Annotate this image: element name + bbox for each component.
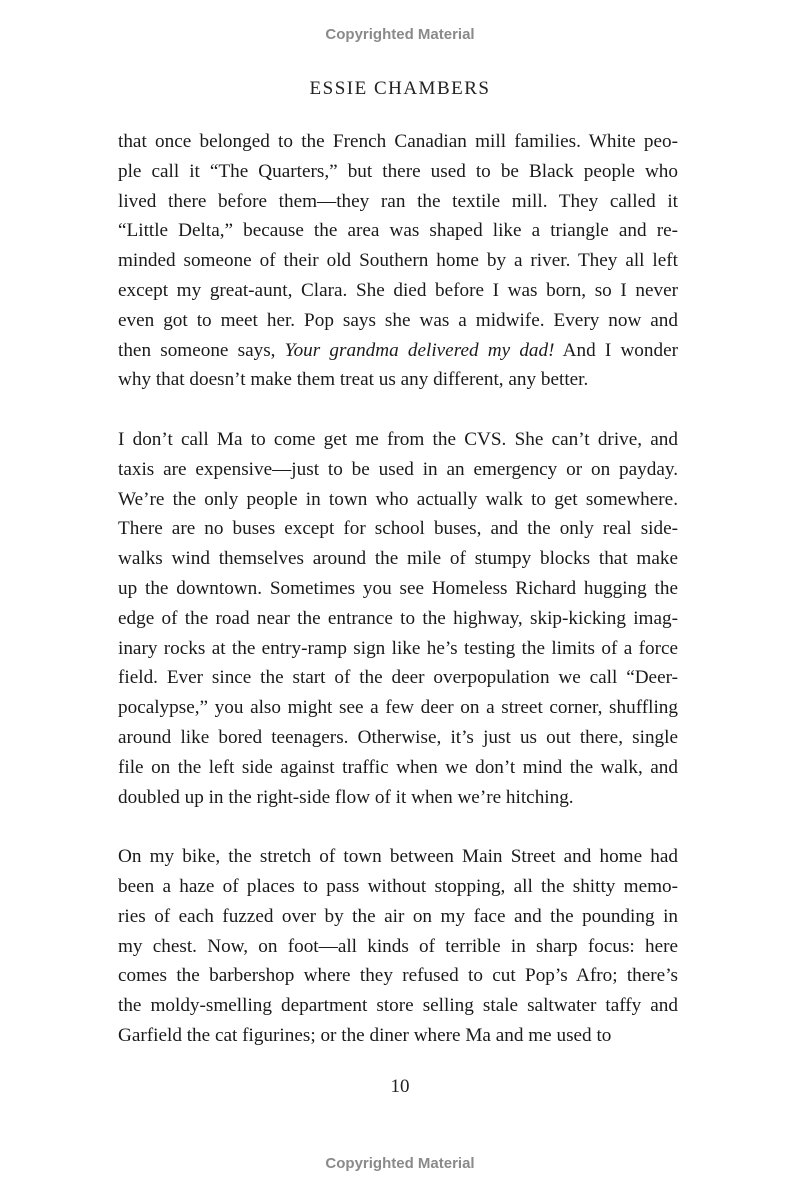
- text-line: On my bike, the stretch of town between Main Street and home had: [118, 846, 678, 868]
- text-line: comes the barbershop where they refused to cut Pop’s Afro; there’s: [118, 965, 678, 987]
- text-line: field. Ever since the start of the deer overpopulation we call “Deer-: [118, 667, 678, 689]
- text-line: taxis are expensive—just to be used in an emergency or on payday.: [118, 458, 678, 480]
- text-line: I don’t call Ma to come get me from the CVS. She can’t drive, and: [118, 428, 678, 450]
- page-number: 10: [390, 1076, 410, 1097]
- text-line: up the downtown. Sometimes you see Homeless Richard hugging the: [118, 577, 678, 599]
- text-line: why that doesn’t make them treat us any different, any better.: [118, 369, 589, 391]
- text-line: ries of each fuzzed over by the air on my face and the pounding in: [118, 905, 678, 927]
- text-line: Garfield the cat figurines; or the diner where Ma and me used to: [118, 1024, 612, 1046]
- text-line: “Little Delta,” because the area was shaped like a triangle and re-: [118, 220, 678, 242]
- text-line: even got to meet her. Pop says she was a midwife. Every now and: [118, 309, 678, 331]
- text-line: that once belonged to the French Canadian mill families. White peo-: [118, 131, 678, 152]
- text-line: minded someone of their old Southern home by a river. They all left: [118, 250, 678, 272]
- paragraph: [118, 425, 678, 812]
- text-line: [118, 336, 678, 366]
- text-line: except my great-aunt, Clara. She died before I was born, so I never: [118, 279, 678, 301]
- italic-quote: Your grandma delivered my dad!: [284, 339, 555, 361]
- running-head: ESSIE CHAMBERS: [309, 78, 491, 99]
- text-line: doubled up in the right-side flow of it when we’re hitching.: [118, 786, 574, 808]
- paragraph: [118, 842, 678, 1051]
- text-segment: And I wonder: [554, 339, 678, 361]
- copyright-watermark-top: Copyrighted Material: [325, 26, 475, 43]
- text-line: been a haze of places to pass without stopping, all the shitty memo-: [118, 875, 678, 897]
- paragraph-gap: [118, 812, 678, 842]
- paragraph-gap: [118, 395, 678, 425]
- copyright-watermark-bottom: Copyrighted Material: [325, 1155, 475, 1172]
- text-line: lived there before them—they ran the textile mill. They called it: [118, 190, 678, 212]
- text-line: the moldy-smelling department store selling stale saltwater taffy and: [118, 995, 678, 1017]
- text-line: We’re the only people in town who actually walk to get somewhere.: [118, 488, 678, 510]
- text-line: edge of the road near the entrance to the highway, skip-kicking imag-: [118, 607, 678, 629]
- text-segment: then someone says,: [118, 339, 285, 361]
- text-line: pocalypse,” you also might see a few deer on a street corner, shuffling: [118, 697, 678, 719]
- text-line: There are no buses except for school buses, and the only real side-: [118, 518, 678, 540]
- body-text: [118, 127, 678, 1051]
- text-line: file on the left side against traffic when we don’t mind the walk, and: [118, 756, 678, 778]
- text-line: walks wind themselves around the mile of stumpy blocks that make: [118, 548, 678, 570]
- paragraph: [118, 127, 678, 395]
- text-line: ple call it “The Quarters,” but there used to be Black people who: [118, 160, 678, 182]
- text-line: inary rocks at the entry-ramp sign like he’s testing the limits of a force: [118, 637, 678, 659]
- text-line: my chest. Now, on foot—all kinds of terrible in sharp focus: here: [118, 935, 678, 957]
- text-line: around like bored teenagers. Otherwise, it’s just us out there, single: [118, 726, 678, 748]
